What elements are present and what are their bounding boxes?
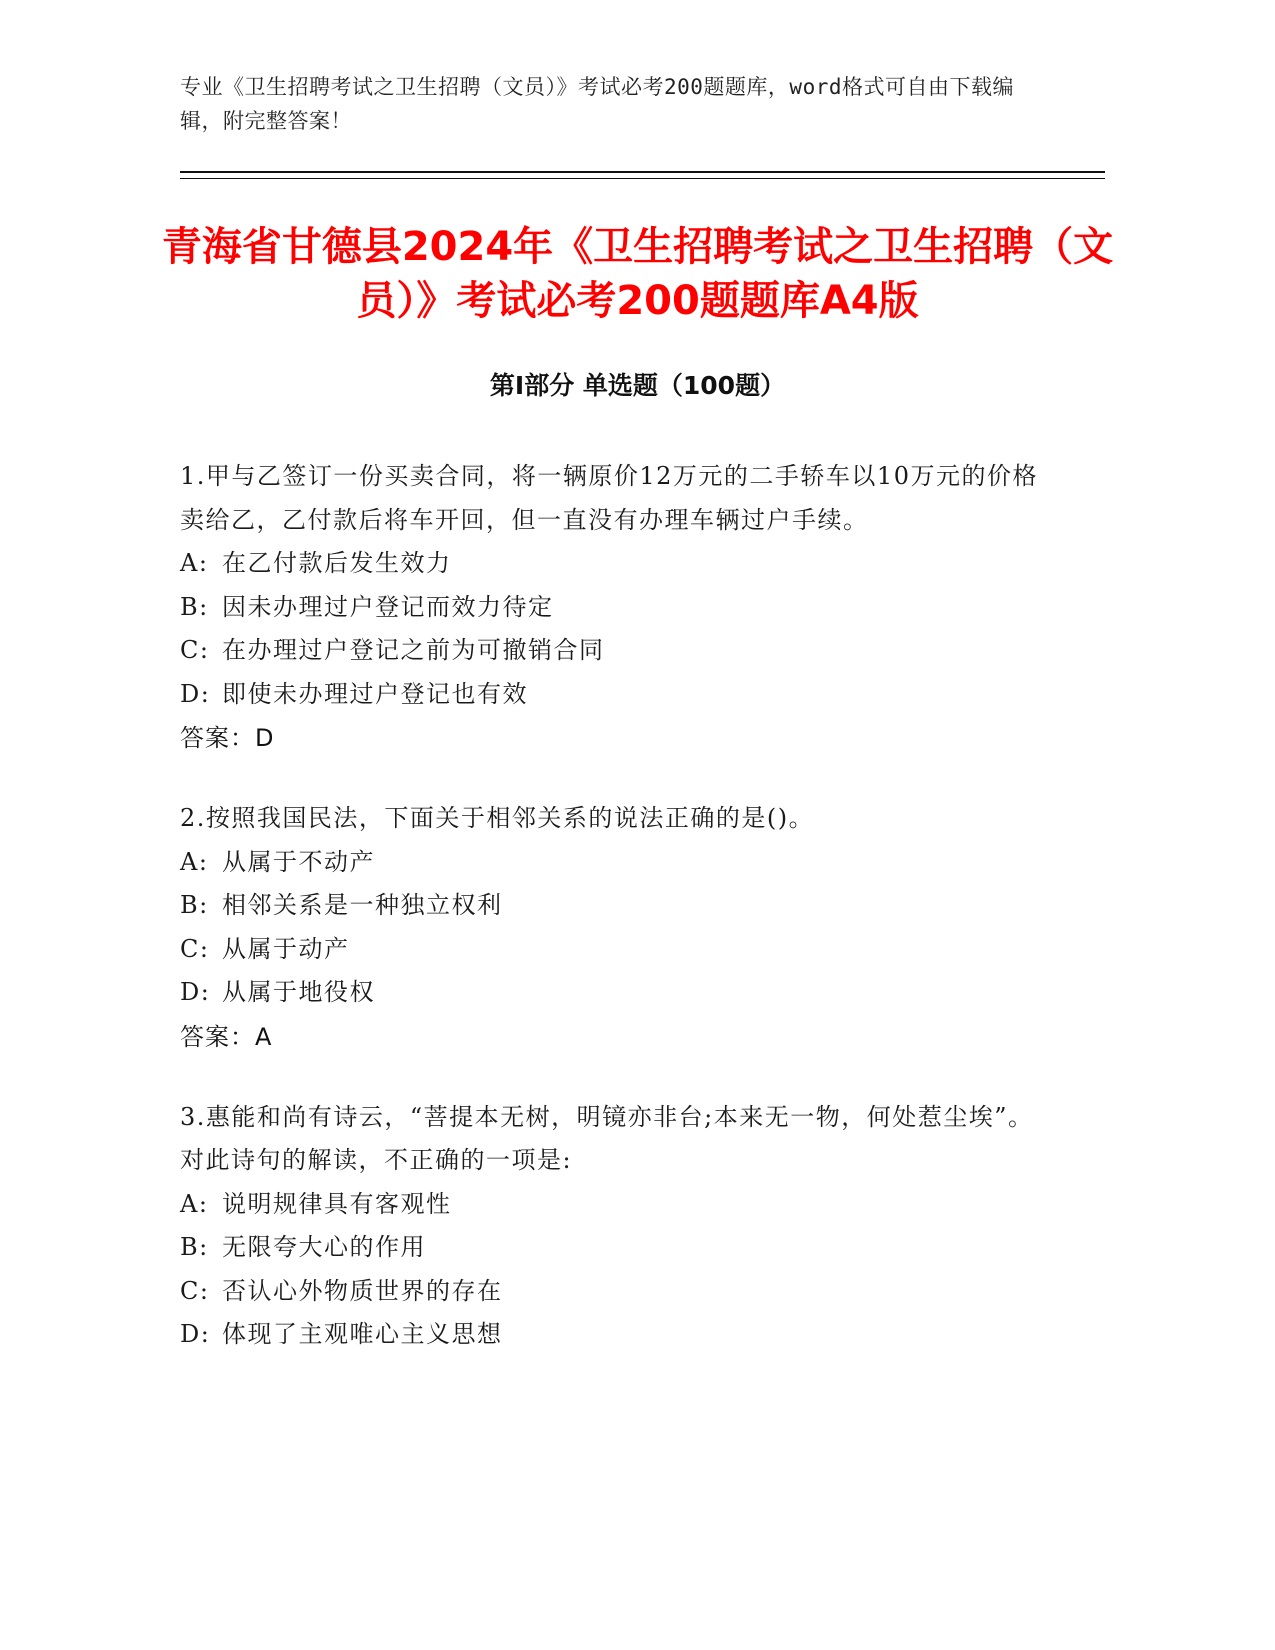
answer-line: 答案：A — [180, 1022, 273, 1051]
option-b — [180, 1226, 1040, 1270]
option-text: 在办理过户登记之前为可撤销合同 — [222, 636, 605, 664]
option-a — [180, 542, 1040, 586]
option-key: A: — [180, 1189, 209, 1218]
question-stem: 1.甲与乙签订一份买卖合同，将一辆原价12万元的二手轿车以10万元的价格卖给乙，乙付款后将车开回，但一直没有办理车辆过户手续。 — [180, 462, 1038, 534]
option-text: 从属于不动产 — [222, 847, 375, 876]
question-stem: 3.惠能和尚有诗云，“菩提本无树，明镜亦非台;本来无一物，何处惹尘埃”。对此诗句的解读，不正确的一项是: — [180, 1102, 1034, 1174]
option-d — [180, 971, 1040, 1015]
option-text: 体现了主观唯心主义思想 — [222, 1320, 503, 1348]
header-rule-thick — [180, 171, 1105, 173]
option-key: D: — [180, 978, 211, 1006]
option-text: 即使未办理过户登记也有效 — [222, 679, 528, 708]
option-text: 说明规律具有客观性 — [222, 1189, 452, 1218]
option-key: D: — [180, 1320, 211, 1348]
question-1 — [180, 455, 1040, 760]
option-key: A: — [180, 847, 209, 876]
option-c — [180, 629, 1040, 673]
option-b — [180, 586, 1040, 630]
header-note: 专业《卫生招聘考试之卫生招聘（文员）》考试必考200题题库，word格式可自由下载编辑，附完整答案！ — [180, 75, 1014, 133]
question-stem: 2.按照我国民法，下面关于相邻关系的说法正确的是()。 — [180, 804, 815, 832]
option-text: 因未办理过户登记而效力待定 — [222, 592, 554, 621]
option-d — [180, 673, 1040, 717]
option-key: C: — [180, 934, 210, 963]
option-key: B: — [180, 1233, 209, 1261]
option-c — [180, 1270, 1040, 1314]
option-key: A: — [180, 549, 209, 577]
option-text: 从属于动产 — [222, 934, 350, 963]
option-text: 无限夸大心的作用 — [222, 1233, 426, 1261]
option-c — [180, 928, 1040, 972]
option-a — [180, 841, 1040, 885]
question-3 — [180, 1096, 1040, 1357]
document-title: 青海省甘德县2024年《卫生招聘考试之卫生招聘（文员）》考试必考200题题库A4版 — [161, 224, 1114, 324]
option-key: D: — [180, 679, 211, 708]
option-key: C: — [180, 1276, 210, 1305]
option-key: B: — [180, 891, 209, 919]
option-d — [180, 1313, 1040, 1357]
option-text: 在乙付款后发生效力 — [222, 549, 452, 577]
option-text: 相邻关系是一种独立权利 — [222, 891, 503, 919]
option-b — [180, 884, 1040, 928]
question-2 — [180, 797, 1040, 1059]
section-title: 第Ⅰ部分 单选题（100题） — [489, 371, 786, 400]
header-rule-thin — [180, 178, 1105, 179]
option-text: 否认心外物质世界的存在 — [222, 1276, 503, 1305]
option-text: 从属于地役权 — [222, 978, 375, 1006]
answer-line: 答案：D — [180, 724, 275, 752]
question-list — [180, 455, 1040, 1394]
option-key: C: — [180, 636, 210, 664]
option-key: B: — [180, 592, 209, 621]
option-a — [180, 1183, 1040, 1227]
